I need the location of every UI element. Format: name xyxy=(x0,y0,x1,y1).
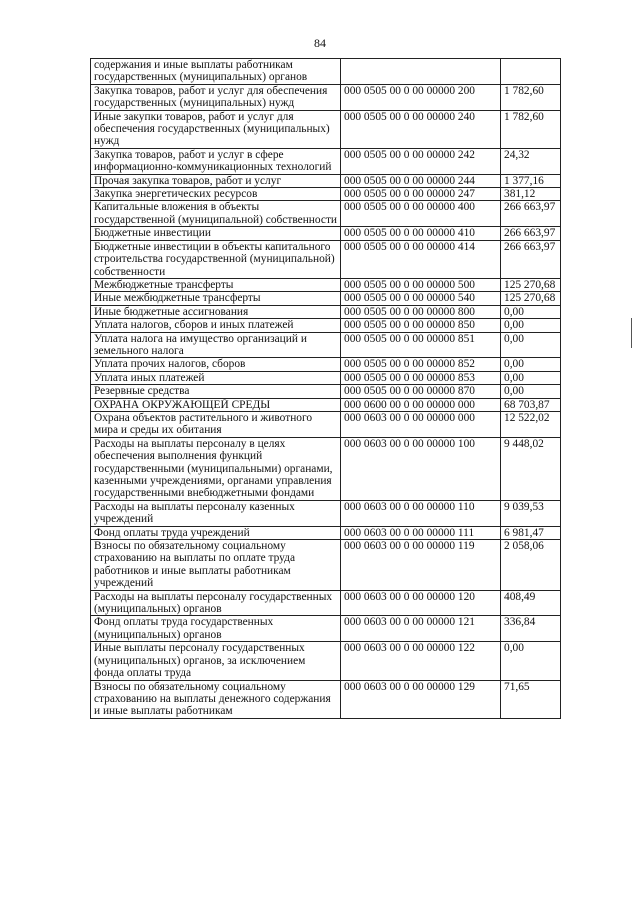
amount-cell: 6 981,47 xyxy=(501,526,561,539)
amount-cell: 0,00 xyxy=(501,642,561,680)
item-name-cell: Фонд оплаты труда государственных (муниципальных) органов xyxy=(91,616,341,642)
item-name-cell: Закупка товаров, работ и услуг в сфере информационно-коммуникационных технологий xyxy=(91,148,341,174)
table-row xyxy=(91,371,561,384)
item-name-cell: Уплата налога на имущество организаций и земельного налога xyxy=(91,332,341,358)
budget-code-cell: 000 0505 00 0 00 00000 240 xyxy=(341,110,501,148)
amount-cell xyxy=(501,59,561,85)
table-row xyxy=(91,500,561,526)
budget-code-cell: 000 0505 00 0 00 00000 242 xyxy=(341,148,501,174)
budget-code-cell: 000 0505 00 0 00 00000 500 xyxy=(341,278,501,291)
amount-cell: 0,00 xyxy=(501,371,561,384)
budget-code-cell: 000 0505 00 0 00 00000 852 xyxy=(341,358,501,371)
item-name-cell: Расходы на выплаты персоналу государственных (муниципальных) органов xyxy=(91,590,341,616)
item-name-cell: Прочая закупка товаров, работ и услуг xyxy=(91,174,341,187)
table-row xyxy=(91,201,561,227)
amount-cell: 266 663,97 xyxy=(501,201,561,227)
budget-code-cell: 000 0505 00 0 00 00000 247 xyxy=(341,188,501,201)
budget-code-cell: 000 0505 00 0 00 00000 850 xyxy=(341,319,501,332)
item-name-cell: Иные выплаты персоналу государственных (муниципальных) органов, за исключением фонда оплаты труда xyxy=(91,642,341,680)
budget-code-cell: 000 0603 00 0 00 00000 119 xyxy=(341,540,501,591)
budget-code-cell: 000 0505 00 0 00 00000 200 xyxy=(341,84,501,110)
table-row xyxy=(91,437,561,500)
budget-code-cell xyxy=(341,59,501,85)
amount-cell: 9 039,53 xyxy=(501,500,561,526)
budget-code-cell: 000 0603 00 0 00 00000 000 xyxy=(341,411,501,437)
table-row xyxy=(91,174,561,187)
item-name-cell: Бюджетные инвестиции в объекты капитального строительства государственной (муниципальной) собственности xyxy=(91,240,341,278)
table-row xyxy=(91,616,561,642)
item-name-cell: Бюджетные инвестиции xyxy=(91,227,341,240)
budget-code-cell: 000 0505 00 0 00 00000 540 xyxy=(341,292,501,305)
amount-cell: 266 663,97 xyxy=(501,240,561,278)
item-name-cell: Капитальные вложения в объекты государственной (муниципальной) собственности xyxy=(91,201,341,227)
budget-code-cell: 000 0505 00 0 00 00000 414 xyxy=(341,240,501,278)
table-row xyxy=(91,680,561,718)
amount-cell: 1 782,60 xyxy=(501,84,561,110)
amount-cell: 12 522,02 xyxy=(501,411,561,437)
item-name-cell: ОХРАНА ОКРУЖАЮЩЕЙ СРЕДЫ xyxy=(91,398,341,411)
budget-code-cell: 000 0505 00 0 00 00000 853 xyxy=(341,371,501,384)
table-row xyxy=(91,411,561,437)
table-row xyxy=(91,305,561,318)
item-name-cell: содержания и иные выплаты работникам государственных (муниципальных) органов xyxy=(91,59,341,85)
budget-code-cell: 000 0603 00 0 00 00000 129 xyxy=(341,680,501,718)
amount-cell: 1 782,60 xyxy=(501,110,561,148)
amount-cell: 125 270,68 xyxy=(501,278,561,291)
table-row xyxy=(91,240,561,278)
item-name-cell: Расходы на выплаты персоналу в целях обеспечения выполнения функций государственными (муниципальными) органами, казенными учреждениями, органами управления государственными внебюджетными фондами xyxy=(91,437,341,500)
amount-cell: 0,00 xyxy=(501,332,561,358)
table-row xyxy=(91,148,561,174)
budget-code-cell: 000 0603 00 0 00 00000 100 xyxy=(341,437,501,500)
item-name-cell: Фонд оплаты труда учреждений xyxy=(91,526,341,539)
item-name-cell: Взносы по обязательному социальному страхованию на выплаты денежного содержания и иные выплаты работникам xyxy=(91,680,341,718)
budget-code-cell: 000 0603 00 0 00 00000 110 xyxy=(341,500,501,526)
budget-table-body xyxy=(91,59,561,719)
table-row xyxy=(91,292,561,305)
amount-cell: 1 377,16 xyxy=(501,174,561,187)
amount-cell: 2 058,06 xyxy=(501,540,561,591)
budget-code-cell: 000 0505 00 0 00 00000 244 xyxy=(341,174,501,187)
table-row xyxy=(91,540,561,591)
amount-cell: 336,84 xyxy=(501,616,561,642)
table-row xyxy=(91,398,561,411)
scan-mark xyxy=(631,318,632,348)
amount-cell: 0,00 xyxy=(501,385,561,398)
table-row xyxy=(91,59,561,85)
item-name-cell: Межбюджетные трансферты xyxy=(91,278,341,291)
budget-code-cell: 000 0603 00 0 00 00000 120 xyxy=(341,590,501,616)
item-name-cell: Уплата налогов, сборов и иных платежей xyxy=(91,319,341,332)
item-name-cell: Закупка товаров, работ и услуг для обеспечения государственных (муниципальных) нужд xyxy=(91,84,341,110)
amount-cell: 125 270,68 xyxy=(501,292,561,305)
amount-cell: 266 663,97 xyxy=(501,227,561,240)
item-name-cell: Иные закупки товаров, работ и услуг для обеспечения государственных (муниципальных) нужд xyxy=(91,110,341,148)
item-name-cell: Взносы по обязательному социальному страхованию на выплаты по оплате труда работников и иные выплаты работникам учреждений xyxy=(91,540,341,591)
item-name-cell: Иные межбюджетные трансферты xyxy=(91,292,341,305)
table-row xyxy=(91,188,561,201)
amount-cell: 24,32 xyxy=(501,148,561,174)
table-row xyxy=(91,110,561,148)
table-row xyxy=(91,84,561,110)
budget-code-cell: 000 0505 00 0 00 00000 800 xyxy=(341,305,501,318)
budget-code-cell: 000 0600 00 0 00 00000 000 xyxy=(341,398,501,411)
page-number: 84 xyxy=(314,36,326,50)
budget-code-cell: 000 0505 00 0 00 00000 851 xyxy=(341,332,501,358)
budget-code-cell: 000 0603 00 0 00 00000 121 xyxy=(341,616,501,642)
item-name-cell: Уплата иных платежей xyxy=(91,371,341,384)
table-row xyxy=(91,590,561,616)
table-row xyxy=(91,332,561,358)
item-name-cell: Расходы на выплаты персоналу казенных учреждений xyxy=(91,500,341,526)
item-name-cell: Резервные средства xyxy=(91,385,341,398)
amount-cell: 0,00 xyxy=(501,358,561,371)
amount-cell: 0,00 xyxy=(501,305,561,318)
table-row xyxy=(91,526,561,539)
budget-code-cell: 000 0505 00 0 00 00000 870 xyxy=(341,385,501,398)
table-row xyxy=(91,642,561,680)
budget-code-cell: 000 0505 00 0 00 00000 400 xyxy=(341,201,501,227)
budget-code-cell: 000 0603 00 0 00 00000 111 xyxy=(341,526,501,539)
budget-code-cell: 000 0603 00 0 00 00000 122 xyxy=(341,642,501,680)
item-name-cell: Иные бюджетные ассигнования xyxy=(91,305,341,318)
table-row xyxy=(91,319,561,332)
budget-table xyxy=(90,58,561,719)
item-name-cell: Закупка энергетических ресурсов xyxy=(91,188,341,201)
table-row xyxy=(91,385,561,398)
item-name-cell: Охрана объектов растительного и животного мира и среды их обитания xyxy=(91,411,341,437)
amount-cell: 9 448,02 xyxy=(501,437,561,500)
item-name-cell: Уплата прочих налогов, сборов xyxy=(91,358,341,371)
amount-cell: 71,65 xyxy=(501,680,561,718)
table-row xyxy=(91,227,561,240)
budget-code-cell: 000 0505 00 0 00 00000 410 xyxy=(341,227,501,240)
table-row xyxy=(91,278,561,291)
table-row xyxy=(91,358,561,371)
amount-cell: 381,12 xyxy=(501,188,561,201)
amount-cell: 408,49 xyxy=(501,590,561,616)
amount-cell: 68 703,87 xyxy=(501,398,561,411)
amount-cell: 0,00 xyxy=(501,319,561,332)
